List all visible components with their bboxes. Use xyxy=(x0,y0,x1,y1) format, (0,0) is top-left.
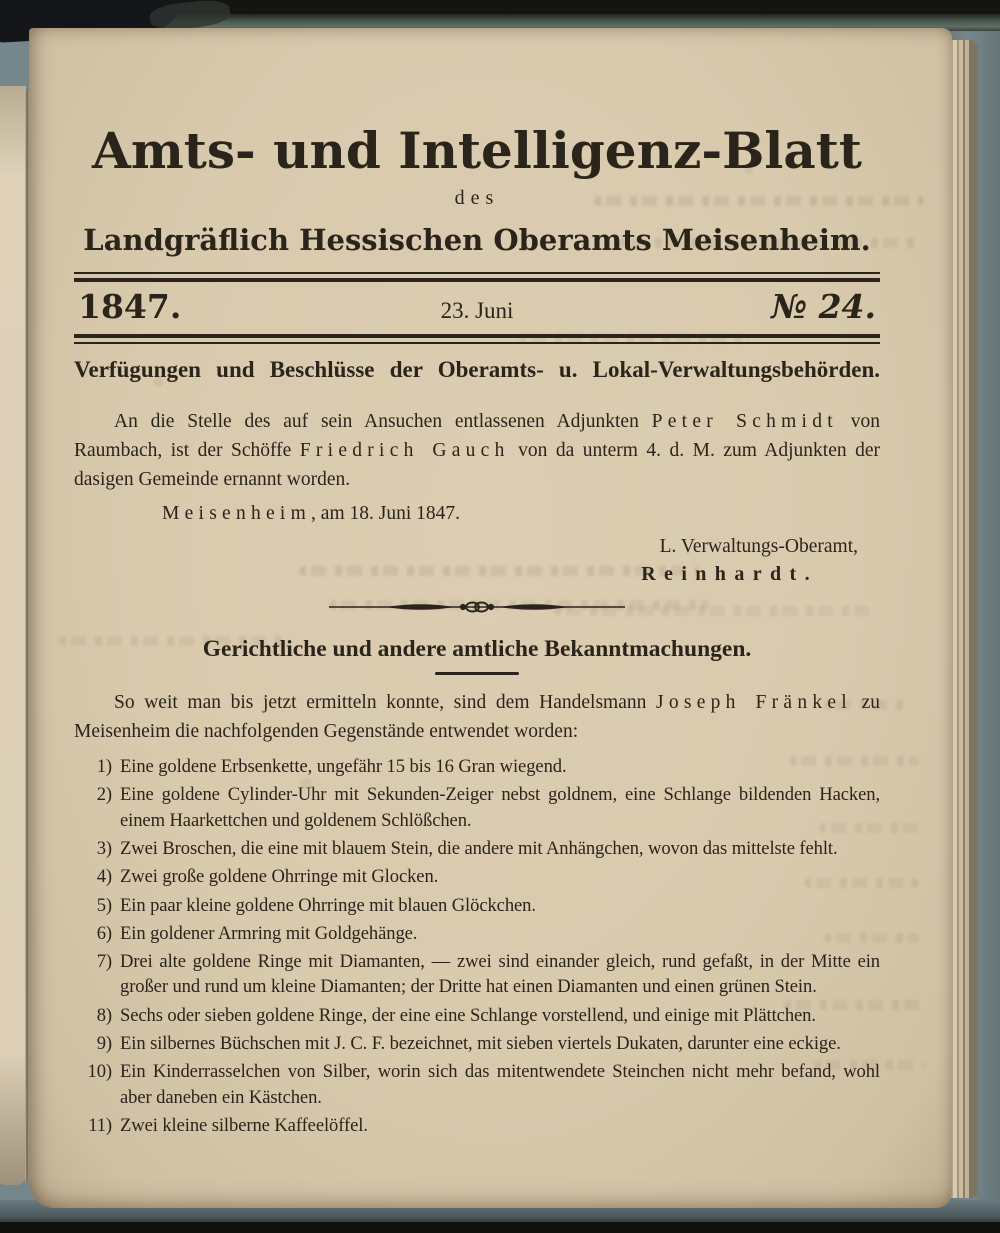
decree-place-date: Meisenheim, am 18. Juni 1847. xyxy=(162,503,461,525)
ornament-icon xyxy=(327,599,627,615)
issue-date: 23. Juni xyxy=(440,297,514,323)
issue-number: № 24. xyxy=(771,286,876,326)
heading-underline xyxy=(435,672,519,675)
item-text: Ein silbernes Büchschen mit J. C. F. bezeichnet, mit sieben viertels Dukaten, darunter eine eckige. xyxy=(120,1032,841,1054)
binding-edge-bottom xyxy=(0,1222,1000,1233)
list-item xyxy=(74,836,880,861)
item-number: 10) xyxy=(87,1061,112,1083)
list-item xyxy=(74,864,880,889)
divider-rule-bottom xyxy=(74,334,880,344)
list-item xyxy=(74,754,880,779)
newspaper-page xyxy=(29,28,952,1208)
item-number: 11) xyxy=(88,1114,112,1136)
list-item xyxy=(74,782,880,833)
item-text: Sechs oder sieben goldene Ringe, der eine eine Schlange vorstellend, und einige mit Plättchen. xyxy=(120,1004,816,1026)
item-text: Eine goldene Cylinder-Uhr mit Sekunden-Zeiger nebst goldnem, eine Schlange bildenden Hacken, einem Haarkettchen und goldenem Schlößchen. xyxy=(120,784,880,831)
decree-paragraph: An die Stelle des auf sein Ansuchen entlassenen Adjunkten Peter Schmidt von Raumbach, ist der Schöffe Friedrich Gauch von da unterm 4. d. M. zum Adjunkten der dasigen Gemeinde ernannt worden. xyxy=(74,410,881,490)
item-text: Drei alte goldene Ringe mit Diamanten, — zwei sind einander gleich, rund gefaßt, in der Mitte ein großer und rund um kleine Diamanten; der Dritte hat einen Diamanten und einen grünen Stein. xyxy=(120,951,880,998)
item-text: Zwei Broschen, die eine mit blauem Stein, die andere mit Anhängchen, wovon das mittelste fehlt. xyxy=(120,837,838,859)
page-stack-edge xyxy=(948,40,978,1198)
masthead-title: Amts- und Intelligenz-Blatt xyxy=(92,121,862,180)
item-number: 1) xyxy=(96,756,112,778)
stolen-items-list xyxy=(74,754,880,1138)
dateline xyxy=(74,282,880,329)
ornament-divider xyxy=(74,599,880,620)
list-item xyxy=(74,1059,880,1110)
item-text: Ein Kinderrasselchen von Silber, worin sich das mitentwendete Steinchen nicht mehr befand, wohl aber daneben ein Kästchen. xyxy=(120,1061,880,1108)
item-text: Ein paar kleine goldene Ohrringe mit blauen Glöckchen. xyxy=(120,894,536,916)
notices-intro: So weit man bis jetzt ermitteln konnte, sind dem Handelsmann Joseph Fränkel zu Meisenheim die nachfolgenden Gegenstände entwendet worden: xyxy=(74,692,881,743)
list-item xyxy=(74,893,880,918)
list-item xyxy=(74,1113,880,1138)
item-number: 7) xyxy=(96,951,112,973)
page-content xyxy=(29,28,952,1208)
masthead xyxy=(74,28,880,257)
item-number: 8) xyxy=(96,1004,112,1026)
item-text: Zwei große goldene Ohrringe mit Glocken. xyxy=(120,866,439,888)
item-number: 4) xyxy=(96,866,112,888)
list-item xyxy=(74,1031,880,1056)
masthead-connector: des xyxy=(454,186,500,209)
signature-name: Reinhardt. xyxy=(641,563,818,586)
notices-heading: Gerichtliche und andere amtliche Bekanntmachungen. xyxy=(202,636,752,663)
list-item xyxy=(74,1003,880,1028)
section-notices xyxy=(74,636,880,1138)
issue-year: 1847. xyxy=(78,286,182,326)
item-text: Eine goldene Erbsenkette, ungefähr 15 bis 16 Gran wiegend. xyxy=(120,756,567,778)
item-number: 3) xyxy=(96,837,112,859)
decrees-heading: Verfügungen und Beschlüsse der Oberamts- u. Lokal-Verwaltungsbehörden. xyxy=(74,356,880,382)
item-number: 2) xyxy=(96,784,112,806)
list-item xyxy=(74,949,880,1000)
list-item xyxy=(74,921,880,946)
item-number: 9) xyxy=(96,1032,112,1054)
signature-office: L. Verwaltungs-Oberamt, xyxy=(659,536,858,558)
item-text: Zwei kleine silberne Kaffeelöffel. xyxy=(120,1114,368,1136)
masthead-subtitle: Landgräflich Hessischen Oberamts Meisenheim. xyxy=(83,222,871,257)
divider-rule-top xyxy=(74,272,880,282)
item-number: 5) xyxy=(96,894,112,916)
item-number: 6) xyxy=(96,922,112,944)
item-text: Ein goldener Armring mit Goldgehänge. xyxy=(120,922,418,944)
section-decrees xyxy=(74,357,880,587)
previous-page-edge xyxy=(0,86,26,1185)
